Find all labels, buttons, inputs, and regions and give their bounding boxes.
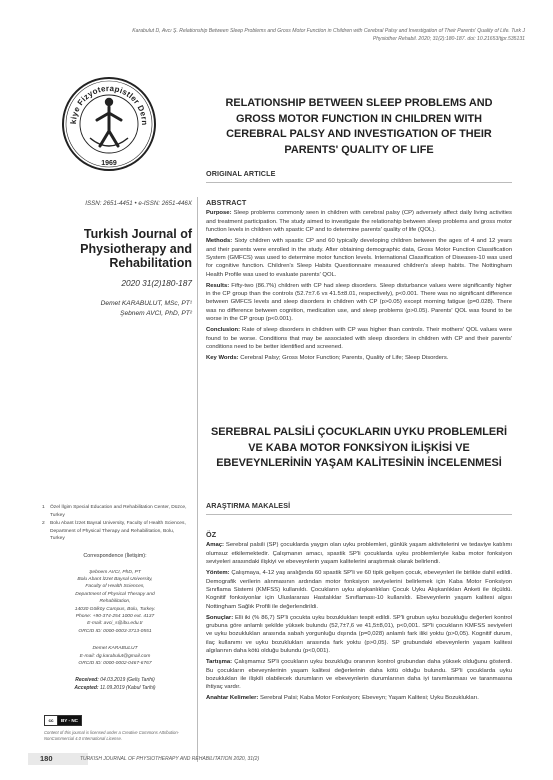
logo-year: 1969 (101, 160, 117, 167)
paragraph-label: Purpose: (206, 210, 232, 217)
received-label: Received: (75, 677, 99, 684)
paragraph-text: Sleep problems commonly seen in children with cerebral palsy (CP) adversely affect daily living activities and treatment participation. The study aimed to investigate the relationship between sleep problems and gross motor function levels in children with spastic CP and to determine parents' quality of life (QOL). (206, 210, 512, 234)
correspondence-line: ORCID ID: 0000-0003-3713-0551 (78, 628, 152, 634)
abstract-paragraph (206, 237, 512, 279)
paragraph-text: Rate of sleep disorders in children with CP was higher than controls. Their mothers' QOL values were found to be worse. Conditions that may be associated with sleep disorders in children with CP and their parents' conditions need to be better identified and screened. (206, 327, 512, 350)
received-date (42, 677, 188, 685)
paragraph-label: Results: (206, 282, 230, 289)
logo-ring-text: kiye Fizyoterapistler Dern (68, 83, 150, 126)
correspondence-line: 14030 Gölköy Campus, Bolu, Turkey. (74, 606, 156, 612)
abstract-paragraph (206, 354, 512, 362)
running-head-line1: Karabulut D, Avcı Ş. Relationship Between Sleep Problems and Gross Motor Function in Children with Cerebral Palsy and Investigation of Their Parents' Quality of Life. Turk J (132, 28, 525, 34)
cc-badge-left: cc (45, 716, 58, 725)
english-abstract (206, 199, 512, 365)
paragraph-text: Serebral Palsi; Kaba Motor Fonksiyon; Ebeveyn; Yaşam Kalitesi; Uyku Bozuklukları. (258, 695, 479, 702)
section-rule (206, 182, 512, 183)
author-name: Demet KARABULUT, MSc, PT¹ (100, 299, 192, 307)
association-logo (60, 68, 158, 180)
column-divider (197, 197, 198, 762)
correspondence-line: Şebnem AVCI, PhD, PT (89, 569, 141, 575)
article-type: ARAŞTIRMA MAKALESİ (206, 501, 291, 510)
article-type: ORIGINAL ARTICLE (206, 169, 276, 178)
paragraph-text: Çalışmamız SP'li çocukların uyku bozukluğu oranının kontrol grubundan daha yüksek olduğunu gösterdi. Bu çocukların ebeveynlerinin yaşam kalitesi değerlerinin daha kötü olduğu bulundu. SP'li çocuklarda uyku bozuklukları ile ilişkili olabilecek durumların ve ebeveynlerin durumlarının daha iyi tanımlanması ve taranmasına ihtiyaç vardır. (206, 659, 512, 691)
paragraph-label: Conclusion: (206, 327, 241, 334)
paragraph-text: Sixty children with spastic CP and 60 typically developing children between the ages of 4 and 12 years and their parents were enrolled in the study. After obtaining demographic data, Gross Motor Function Classification System (GMFCS) was used to determine motor function levels. International Classification of Diseases-10 was used for cognitive function. Children's Sleep Habits Questionnaire measured children's sleep habits. The Nottingham Health Profile was used to evaluate parents' QOL. (206, 238, 512, 278)
affiliation-text: Özel İlgim Special Education and Rehabilitation Center, Düzce, Turkey (50, 505, 187, 518)
journal-title: Turkish Journal of Physiotherapy and Rehabilitation (80, 227, 192, 270)
correspondence-email-link[interactable]: E-mail: dg.karabulut@gmail.com (79, 653, 151, 659)
abstract-paragraph (206, 541, 512, 566)
paragraph-text: Serebral palsili (SP) çocuklarda yaygın olan uyku problemleri, günlük yaşam aktivitelerini ve tedaviye katılımı olumsuz etkilemektedir. Çalışmanın amacı, spastik SP'li çocuklarda uyku problemleriyle kaba motor fonksiyon seviyeleri arasındaki ilişkiyi ve ebeveynlerin yaşam kalitelerini araştırmak olarak belirlendi. (206, 542, 512, 566)
abstract-paragraph (206, 282, 512, 324)
affiliation (42, 520, 188, 543)
correspondence-line: Rehabilitation, (99, 599, 131, 605)
correspondence-line: Faculty of Health Sciences, (85, 584, 145, 590)
running-head-line2: Physiother Rehabil. 2020; 31(2):180-187. doi: 10.21653/tjpr.535131 (372, 35, 525, 42)
abstract-paragraph (206, 326, 512, 351)
affiliations-block (42, 504, 188, 693)
affiliation-number: 2 (42, 521, 45, 527)
page-number: 180 (28, 753, 88, 765)
correspondence-line: Demet KARABULUT (92, 646, 138, 652)
journal-volume: 2020 31(2)180-187 (121, 277, 192, 288)
abstract-heading: ABSTRACT (206, 198, 247, 207)
paragraph-label: Tartışma: (206, 659, 233, 666)
abstract-paragraph (206, 569, 512, 611)
affiliation-text: Bolu Abant İzzet Baysal University, Faculty of Health Sciences, Department of Physical Therapy and Rehabilitation, Bolu, Turkey (50, 521, 186, 542)
paragraph-label: Key Words: (206, 354, 239, 361)
turkish-article-type-block (206, 502, 512, 515)
journal-sidebar (20, 200, 198, 319)
affiliation-number: 1 (42, 505, 45, 510)
paragraph-label: Yöntem: (206, 570, 230, 577)
paragraph-text: Çalışmaya, 4-12 yaş aralığında 60 spastik SP'li ve 60 tipik gelişen çocuk, ebeveynleri ile birlikte dahil edildi. Demografik verilerin alınmasının ardından motor fonksiyon seviyelerini belirlemek için Kaba Motor Fonksiyon Sınıflama Sistemi (KMFSS) kullanıldı. Çocukların uyku alışkanlıkları Çocuk Uyku Alışkanlıkları Anketi ile ölçüldü. Kognitif fonksiyonlar için Uluslararası Hastalıklar Sınıflaması-10 kullanıldı. Ebeveynlerin yaşam kalitesi algısı Nottingham Sağlık Profili ile değerlendirildi. (206, 570, 512, 610)
correspondence-line: Bolu Abant İzzet Baysal University, (77, 576, 153, 582)
running-head (95, 28, 525, 43)
accepted-value: 11.09.2019 (Kabul Tarihi) (99, 685, 156, 692)
correspondence-heading: Correspondence (İletişim): (83, 552, 147, 559)
paragraph-label: Sonuçlar: (206, 614, 234, 621)
paragraph-label: Anahtar Kelimeler: (206, 695, 259, 702)
paragraph-text: Elli iki (% 86,7) SP'li çocukta uyku bozuklukları tespit edildi. SP'li grubun uyku bozukluğu değerleri kontrol grubuna göre anlamlı şekilde yüksek bulundu (52,7±7,6 ve 41,5±8,01), p<0,001. SP'li çocukların KMFSS seviyeleri ve uyku bozuklukları arasında sabah yorgunluğu dışında (p=0,028) anlamlı fark iliki yoktu (p>0,05). Kognitif durum, ilaç kullanımı ve uyku bozuklukları arasında fark yoktu (p>0,05). SP grubundaki ebeveynlerin yaşam kalitesi algılarının daha kötü olduğu bulundu (p<0,001). (206, 614, 512, 655)
correspondence-email-link[interactable]: E-mail: avci_s@ibu.edu.tr (87, 621, 143, 627)
author-name: Şebnem AVCI, PhD, PT² (120, 309, 192, 317)
received-value: 04.03.2019 (Geliş Tarihi) (100, 677, 155, 684)
cc-license-badge-icon[interactable] (44, 715, 82, 726)
correspondence-author-1 (42, 569, 188, 636)
cc-badge-right: BY - NC (58, 716, 81, 725)
affiliation (42, 504, 188, 519)
english-article-type-block (206, 170, 512, 183)
paragraph-text: Fifty-two (86.7%) children with CP had sleep disorders. Sleep disturbance values were significantly higher in the CP group than the controls (52.7±7.6 vs 41.5±8.01, respectively), p<0.001. There was no significant difference between GMFCS levels and sleep disorders in children with CP (p>0.05) except morning fatigue (p=0.028). There was no difference between cognition, medication use, and sleep problems (p>0.05). Parents' QOL was found to be worse in the CP group (p<0.001). (206, 282, 512, 323)
paragraph-text: Cerebral Palsy; Gross Motor Function; Parents, Quality of Life; Sleep Disorders. (238, 354, 449, 361)
association-seal-icon (60, 68, 158, 180)
paragraph-label: Methods: (206, 238, 233, 245)
correspondence-author-2 (42, 645, 188, 667)
turkish-title: SEREBRAL PALSİLİ ÇOCUKLARIN UYKU PROBLEMLERİ VE KABA MOTOR FONKSİYON İLİŞKİSİ VE EBEVEYNLERİNİN YAŞAM KALİTESİNİN İNCELENMESİ (210, 426, 508, 470)
correspondence-line: Phone: +90-374-254 1000 ext. 4137 (75, 614, 155, 619)
correspondence-line: Department of Physical Therapy and (75, 591, 155, 597)
footer-journal-name: TURKISH JOURNAL OF PHYSIOTHERAPY AND REHABILITATION 2020, 31(2) (80, 756, 260, 762)
section-rule (206, 514, 512, 515)
english-title: RELATIONSHIP BETWEEN SLEEP PROBLEMS AND GROSS MOTOR FUNCTION IN CHILDREN WITH CEREBRAL PALSY AND INVESTIGATION OF THEIR PARENTS' QUALITY OF LIFE (225, 97, 493, 156)
correspondence-line: ORCID ID: 0000-0002-0467-6767 (78, 661, 152, 667)
accepted-label: Accepted: (74, 685, 99, 692)
abstract-heading: ÖZ (206, 530, 217, 539)
turkish-abstract (206, 531, 512, 705)
abstract-paragraph (206, 658, 512, 692)
article-dates (42, 677, 188, 693)
license-text: Content of this journal is licensed under a Creative Commons Attribution-NonCommercial 4.0 International License. (44, 730, 180, 741)
author-list (20, 299, 192, 319)
issn: ISSN: 2651-4451 • e-ISSN: 2651-446X (85, 200, 192, 207)
accepted-date (42, 685, 188, 693)
abstract-paragraph (206, 209, 512, 234)
license-block (44, 715, 190, 742)
abstract-paragraph (206, 614, 512, 656)
paragraph-label: Amaç: (206, 542, 225, 549)
abstract-paragraph (206, 694, 512, 702)
